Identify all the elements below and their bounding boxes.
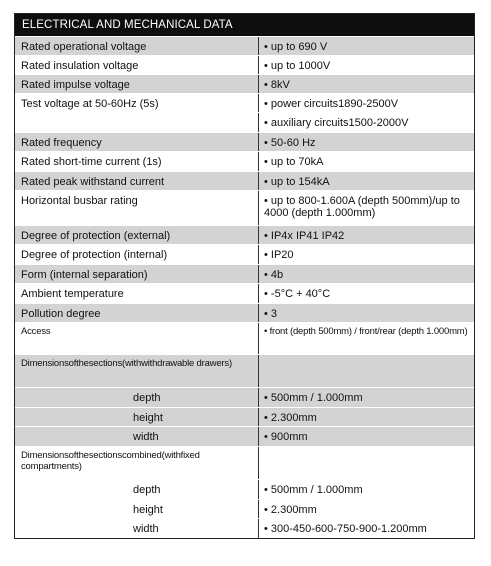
table-row [15, 190, 474, 225]
row-label: height [15, 408, 259, 426]
row-label: Rated short-time current (1s) [15, 152, 259, 171]
row-label: Degree of protection (external) [15, 226, 259, 244]
row-value: • IP20 [264, 249, 294, 261]
row-label: depth [15, 388, 259, 407]
row-label: Access [15, 323, 259, 354]
table-row [15, 112, 474, 132]
row-label: Rated operational voltage [15, 37, 259, 55]
table-row [15, 55, 474, 74]
table-row [15, 264, 474, 283]
row-value: • 500mm / 1.000mm [264, 484, 363, 496]
table-row [15, 322, 474, 354]
row-label [15, 113, 259, 132]
row-value: • power circuits1890-2500V [264, 98, 399, 110]
table-row [15, 151, 474, 171]
row-label: width [15, 519, 259, 538]
table-row [15, 407, 474, 426]
row-value: • up to 690 V [264, 41, 328, 53]
row-label: Ambient temperature [15, 284, 259, 303]
row-label: depth [15, 480, 259, 499]
table-row [15, 387, 474, 407]
row-label: Form (internal separation) [15, 265, 259, 283]
row-value: • 900mm [264, 431, 308, 443]
row-value [259, 447, 474, 479]
row-label: Rated frequency [15, 133, 259, 151]
row-value: • IP4x IP41 IP42 [264, 230, 345, 242]
row-value: • 2.300mm [264, 412, 317, 424]
row-label: Horizontal busbar rating [15, 191, 259, 225]
row-value: • up to 800-1.600A (depth 500mm)/up to 4000 (depth 1.000mm) [264, 195, 460, 219]
row-label: Degree of protection (internal) [15, 245, 259, 264]
row-value: • 50-60 Hz [264, 137, 316, 149]
row-value: • 4b [264, 269, 284, 281]
table-row [15, 499, 474, 518]
table-row [15, 171, 474, 190]
table-row [15, 479, 474, 499]
row-label: Dimensionsofthesections(withwithdrawable drawers) [15, 355, 259, 387]
table-row [15, 518, 474, 538]
row-value: • 300-450-600-750-900-1.200mm [264, 523, 427, 535]
row-value: • 3 [264, 308, 278, 320]
table-row [15, 225, 474, 244]
table-row [15, 36, 474, 55]
table-row [15, 446, 474, 479]
table-row [15, 244, 474, 264]
table-row [15, 354, 474, 387]
row-label: width [15, 427, 259, 446]
data-table [14, 13, 475, 539]
row-value: • up to 154kA [264, 176, 330, 188]
row-value: • 500mm / 1.000mm [264, 392, 363, 404]
row-label: Test voltage at 50-60Hz (5s) [15, 94, 259, 112]
table-row [15, 283, 474, 303]
row-label: Dimensionsofthesectionscombined(withfixed compartments) [15, 447, 259, 479]
row-value [259, 355, 474, 387]
row-value: • -5°C + 40°C [264, 288, 331, 300]
row-value: • 8kV [264, 79, 290, 91]
table-row [15, 93, 474, 112]
row-value: • 2.300mm [264, 504, 317, 516]
table-row [15, 132, 474, 151]
table-row [15, 74, 474, 93]
row-label: Rated peak withstand current [15, 172, 259, 190]
row-label: height [15, 500, 259, 518]
table-body [15, 36, 474, 538]
table-row [15, 303, 474, 322]
row-label: Rated insulation voltage [15, 56, 259, 74]
row-label: Rated impulse voltage [15, 75, 259, 93]
row-value: • auxiliary circuits1500-2000V [264, 117, 409, 129]
row-value: • front (depth 500mm) / front/rear (depth 1.000mm) [264, 326, 468, 337]
row-value: • up to 70kA [264, 156, 324, 168]
row-label: Pollution degree [15, 304, 259, 322]
row-value: • up to 1000V [264, 60, 331, 72]
table-row [15, 426, 474, 446]
table-title: ELECTRICAL AND MECHANICAL DATA [15, 14, 474, 36]
